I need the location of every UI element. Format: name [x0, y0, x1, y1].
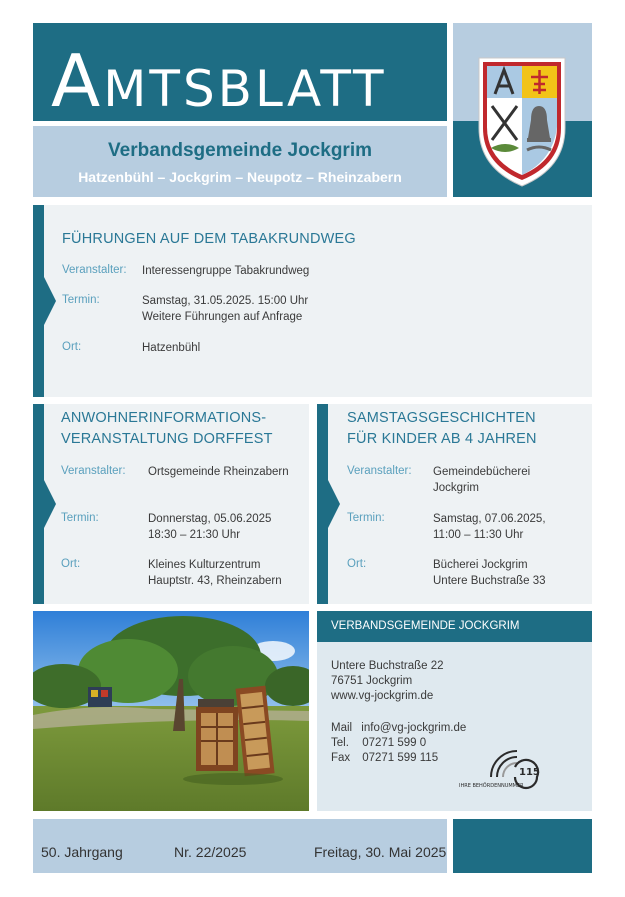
event-title	[61, 408, 273, 450]
organizer-value	[433, 464, 530, 496]
event-title-line: ANWOHNERINFORMATIONS-	[61, 410, 267, 426]
date-label-footer: Freitag, 30. Mai 2025	[314, 844, 447, 860]
event-title-line: VERANSTALTUNG DORFFEST	[61, 431, 273, 447]
date-line: 11:00 – 11:30 Uhr	[433, 529, 524, 541]
place-line: Untere Buchstraße 33	[433, 575, 546, 587]
place-value	[433, 557, 546, 589]
event-card-samstagsgeschichten	[317, 404, 592, 604]
place-label: Ort:	[347, 558, 367, 570]
organizer-line: Ortsgemeinde Rheinzabern	[148, 466, 289, 478]
place-line: Bücherei Jockgrim	[433, 559, 528, 571]
place-line: Kleines Kulturzentrum	[148, 559, 261, 571]
contact-panel	[317, 611, 592, 811]
chevron-right-icon	[44, 277, 56, 325]
event-title-line: SAMSTAGSGESCHICHTEN	[347, 410, 536, 426]
organizer-label: Veranstalter:	[61, 465, 126, 477]
masthead-title-rest: MTSBLATT	[103, 60, 387, 118]
tel-label: Tel.	[331, 737, 349, 749]
fax-label: Fax	[331, 752, 351, 764]
event-accent-stripe	[33, 205, 44, 397]
event-accent-stripe	[33, 404, 44, 604]
chevron-right-icon	[44, 480, 56, 528]
crest-panel	[453, 23, 592, 197]
organizer-value	[142, 263, 309, 279]
date-line: Weitere Führungen auf Anfrage	[142, 311, 303, 323]
chevron-right-icon	[328, 480, 340, 528]
contact-heading: VERBANDSGEMEINDE JOCKGRIM	[317, 611, 592, 642]
volume-label: 50. Jahrgang	[41, 844, 123, 860]
event-title	[62, 229, 356, 250]
tel-value: 07271 599 0	[362, 737, 427, 749]
website-link[interactable]: www.vg-jockgrim.de	[331, 690, 434, 702]
contact-mail-row	[331, 721, 466, 736]
place-line: Hatzenbühl	[142, 342, 201, 354]
masthead-title-initial: A	[51, 39, 104, 123]
place-line: Hauptstr. 43, Rheinzabern	[148, 575, 282, 587]
date-value	[148, 511, 271, 543]
footer-accent	[453, 819, 592, 873]
date-label: Termin:	[347, 512, 385, 524]
mail-label: Mail	[331, 722, 353, 734]
footer-bar	[33, 819, 447, 873]
publisher-title: Verbandsgemeinde Jockgrim	[108, 140, 372, 161]
date-line: 18:30 – 21:30 Uhr	[148, 529, 241, 541]
event-title-line: FÜHRUNGEN AUF DEM TABAKRUNDWEG	[62, 231, 356, 247]
subhead-banner	[33, 126, 447, 197]
badge-caption: IHRE BEHÖRDENNUMMER	[459, 783, 524, 789]
date-value	[433, 511, 546, 543]
date-line: Samstag, 31.05.2025. 15:00 Uhr	[142, 295, 309, 307]
date-line: Samstag, 07.06.2025,	[433, 513, 546, 525]
masthead-banner	[33, 23, 447, 121]
towns-line: Hatzenbühl – Jockgrim – Neupotz – Rheinzabern	[78, 169, 402, 185]
event-title-line: FÜR KINDER AB 4 JAHREN	[347, 431, 537, 447]
date-label: Termin:	[61, 512, 99, 524]
event-card-dorffest	[33, 404, 309, 604]
place-label: Ort:	[61, 558, 81, 570]
contact-tel-row	[331, 736, 426, 751]
place-value	[142, 340, 200, 356]
issue-label: Nr. 22/2025	[174, 844, 247, 860]
place-value	[148, 557, 282, 589]
contact-street: Untere Buchstraße 22	[331, 660, 444, 672]
organizer-line: Gemeindebücherei	[433, 466, 531, 478]
place-label: Ort:	[62, 341, 82, 353]
organizer-line: Interessengruppe Tabakrundweg	[142, 265, 310, 277]
organizer-value	[148, 464, 289, 480]
fax-value: 07271 599 115	[362, 752, 439, 764]
date-line: Donnerstag, 05.06.2025	[148, 513, 272, 525]
event-title	[347, 408, 537, 450]
organizer-label: Veranstalter:	[62, 264, 127, 276]
event-accent-stripe	[317, 404, 328, 604]
badge-number: 115	[519, 767, 540, 778]
park-photo	[33, 611, 309, 811]
mail-link[interactable]: info@vg-jockgrim.de	[361, 722, 467, 734]
date-label: Termin:	[62, 294, 100, 306]
organizer-line: Jockgrim	[433, 482, 480, 494]
contact-city: 76751 Jockgrim	[331, 675, 413, 687]
park-photo-image	[33, 611, 309, 811]
date-value	[142, 293, 308, 325]
organizer-label: Veranstalter:	[347, 465, 412, 477]
contact-fax-row	[331, 751, 438, 766]
coat-of-arms-icon	[473, 50, 571, 192]
behoerdennummer-115-icon	[457, 743, 557, 793]
event-card-tabakrundweg	[33, 205, 592, 397]
masthead-title	[51, 39, 387, 123]
